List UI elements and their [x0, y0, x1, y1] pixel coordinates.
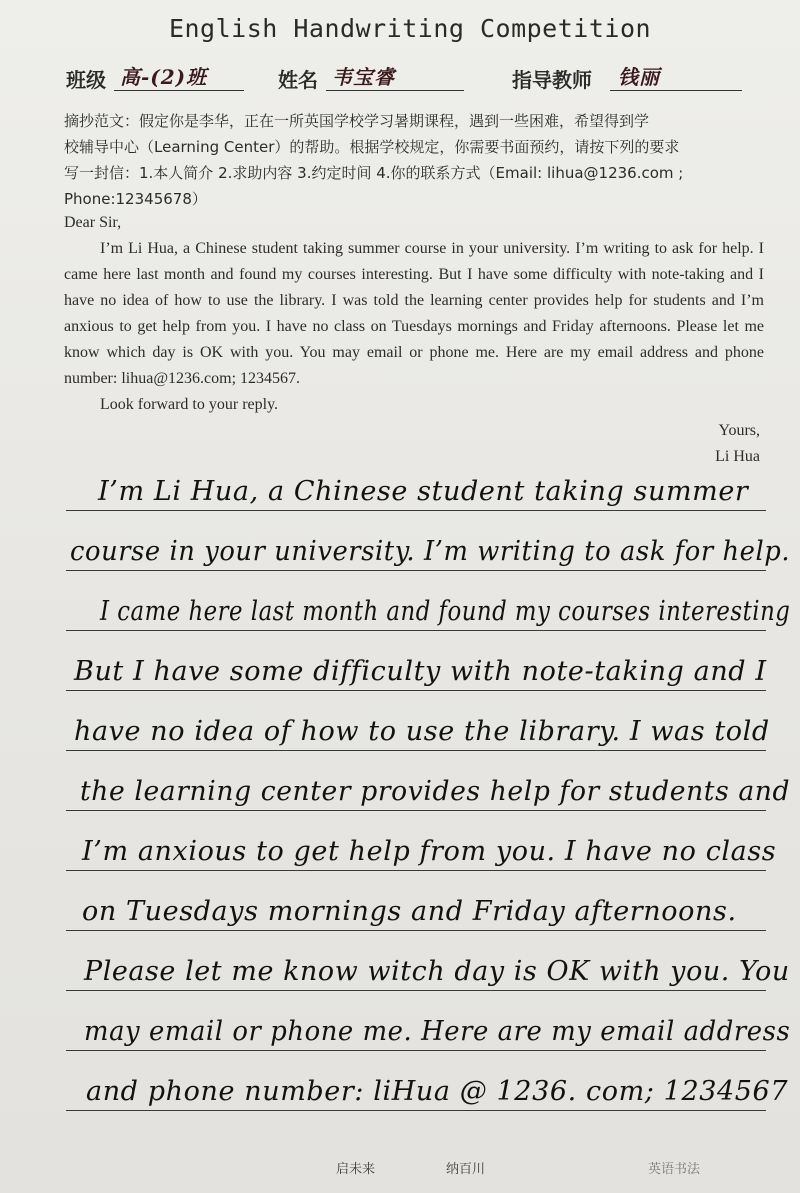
writing-line	[66, 690, 766, 691]
handwritten-line: I’m anxious to get help from you. I have no class	[82, 836, 777, 867]
footer-right: 英语书法	[648, 1162, 701, 1177]
writing-line	[66, 510, 766, 511]
handwritten-line: have no idea of how to use the library. I was told	[74, 716, 770, 747]
teacher-value: 钱丽	[618, 65, 660, 89]
writing-line	[66, 930, 766, 931]
writing-line	[66, 570, 766, 571]
class-label: 班级	[66, 68, 106, 92]
competition-title: English Handwriting Competition	[168, 14, 652, 43]
writing-line	[66, 750, 766, 751]
name-value: 韦宝睿	[332, 65, 395, 89]
letter-signature: Li Hua	[715, 448, 760, 465]
footer-middle: 纳百川	[446, 1162, 486, 1177]
exercise-prompt	[64, 108, 764, 212]
prompt-line: 摘抄范文：假定你是李华，正在一所英国学校学习暑期课程，遇到一些困难，希望得到学	[64, 112, 650, 130]
writing-line	[66, 870, 766, 871]
handwritten-line: But I have some difficulty with note-taking and I	[74, 656, 767, 687]
handwritten-line: I came here last month and found my courses interesting	[100, 596, 791, 627]
class-value: 高-(2)班	[120, 65, 208, 89]
prompt-line: 校辅导中心（Learning Center）的帮助。根据学校规定，你需要书面预约，请按下列的要求	[64, 138, 680, 156]
name-label: 姓名	[278, 68, 318, 92]
prompt-line: Phone:12345678）	[64, 190, 207, 208]
writing-line	[66, 1050, 766, 1051]
letter-sign-off: Yours,	[718, 422, 760, 439]
handwritten-line: I’m Li Hua, a Chinese student taking summer	[98, 476, 749, 507]
teacher-label: 指导教师	[512, 68, 592, 92]
letter-closing: Look forward to your reply.	[100, 396, 279, 413]
handwritten-line: the learning center provides help for students and	[80, 776, 791, 807]
model-letter	[64, 210, 764, 470]
writing-line	[66, 630, 766, 631]
handwritten-line: Please let me know witch day is OK with you. You	[84, 956, 790, 987]
student-info-row	[66, 64, 766, 98]
writing-line	[66, 990, 766, 991]
class-underline	[114, 90, 244, 91]
handwritten-line: on Tuesdays mornings and Friday afternoons.	[82, 896, 737, 927]
letter-greeting: Dear Sir,	[64, 214, 122, 231]
name-underline	[326, 90, 464, 91]
page-footer	[0, 1158, 800, 1178]
handwritten-line: and phone number: liHua @ 1236. com; 1234567	[86, 1076, 789, 1107]
handwritten-line: course in your university. I’m writing to ask for help.	[70, 536, 791, 567]
handwritten-line: may email or phone me. Here are my email address	[84, 1016, 791, 1047]
letter-body: I’m Li Hua, a Chinese student taking summer course in your university. I’m writing to ask for help. I came here last month and found my courses interesting. But I have some difficulty with note-taking and I have no idea of how to use the library. I was told the learning center provides help for students and I’m anxious to get help from you. I have no class on Tuesdays mornings and Friday afternoons. Please let me know which day is OK with you. You may email or phone me. Here are my email address and phone number: lihua@1236.com; 1234567.	[64, 240, 764, 387]
teacher-underline	[610, 90, 742, 91]
writing-line	[66, 1110, 766, 1111]
writing-line	[66, 810, 766, 811]
prompt-line: 写一封信：1.本人简介 2.求助内容 3.约定时间 4.你的联系方式（Email: lihua@1236.com ;	[64, 164, 684, 182]
footer-left: 启未来	[336, 1162, 376, 1177]
